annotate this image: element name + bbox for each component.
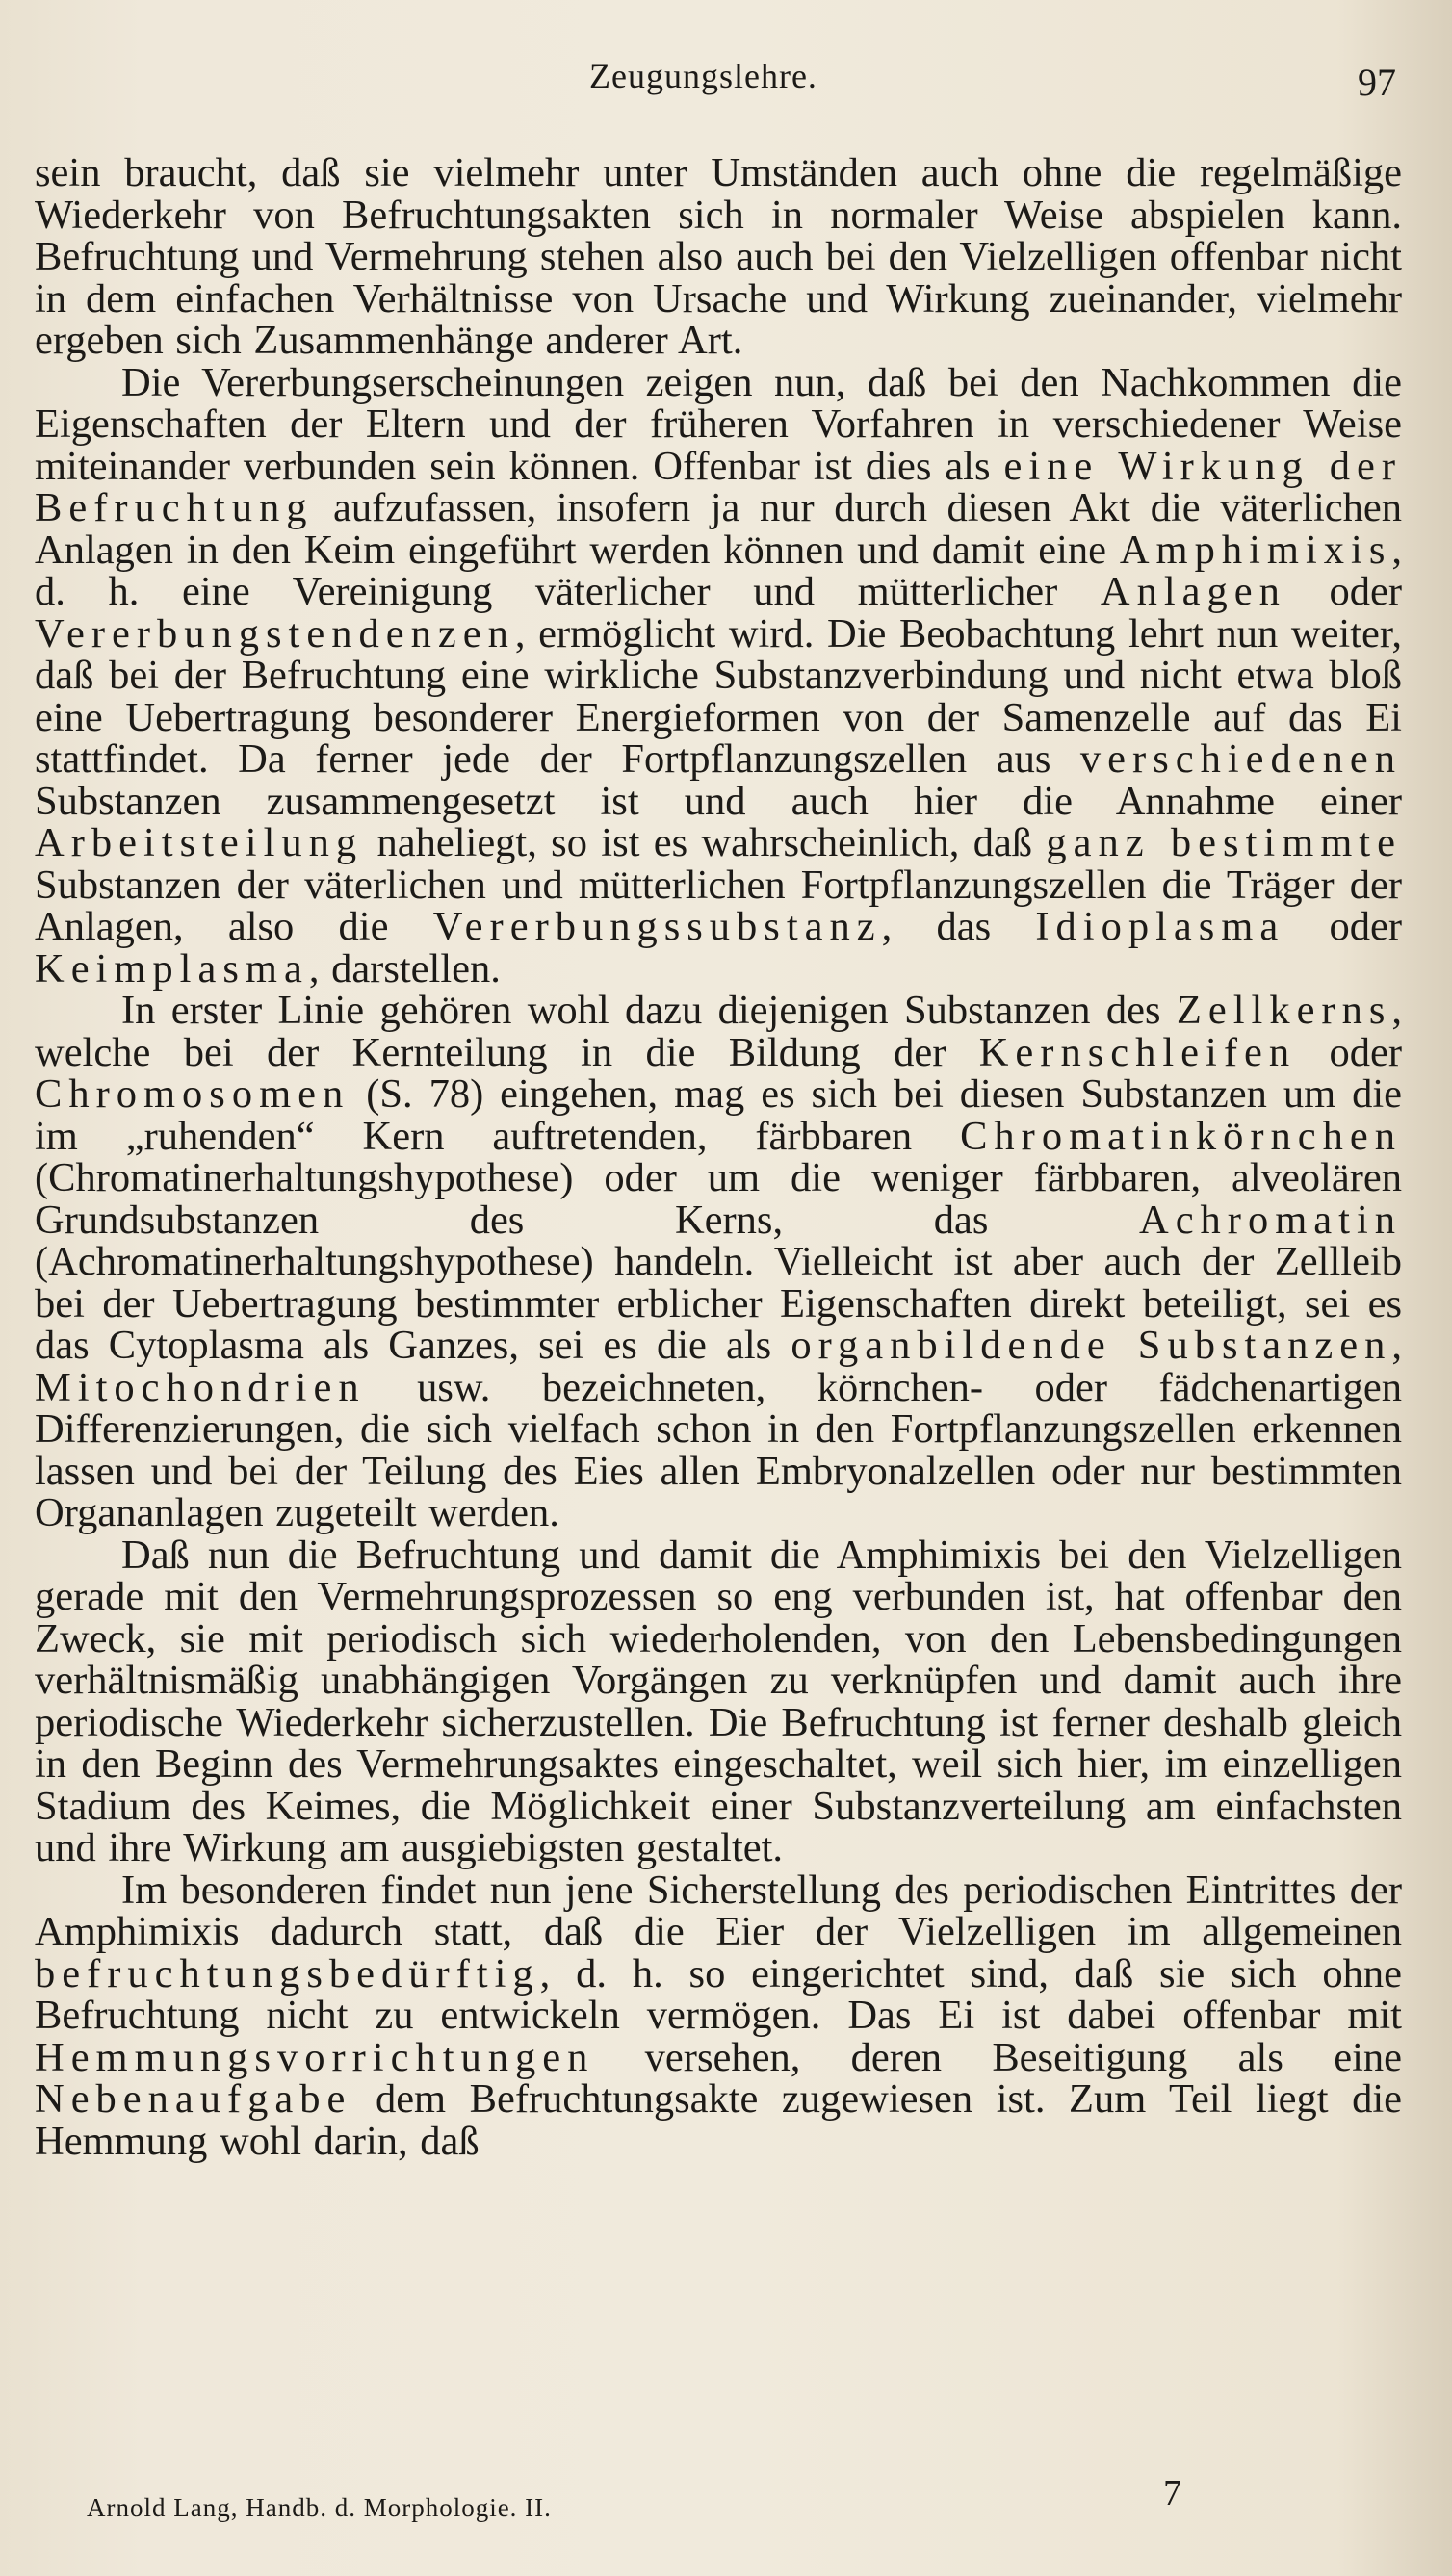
spaced-emphasis: befruchtungsbedürftig	[35, 1950, 540, 1996]
text-run: , d. h. so eingerichtet sind, daß sie sich ohne Befruchtung nicht zu entwickeln vermögen. Das Ei ist dabei offenbar mit	[35, 1950, 1402, 2038]
spaced-emphasis: Achromatin	[1139, 1197, 1402, 1243]
text-run: In erster Linie gehören wohl dazu diejenigen Substanzen des	[121, 988, 1177, 1033]
spaced-emphasis: Chromosomen	[35, 1071, 350, 1117]
spaced-emphasis: Zellkerns	[1176, 988, 1392, 1033]
spaced-emphasis: Nebenaufgabe	[35, 2076, 352, 2122]
paragraph	[35, 359, 1402, 992]
spaced-emphasis: Hemmungsvorrichtungen	[35, 2034, 595, 2080]
spaced-emphasis: Idioplasma	[1035, 904, 1285, 949]
text-run: , darstellen.	[308, 945, 501, 992]
text-run: usw. bezeichneten, körnchen- oder fädchenartigen Differenzierungen, die sich vielfach schon in den Fortpflanzungszellen erkennen lassen und bei der Teilung des Eies allen Embryonalzellen oder nur bestimmten Organanlagen zugeteilt werden.	[35, 1364, 1402, 1535]
text-run: , d. h. eine Vereinigung väterlicher und mütterlicher	[35, 527, 1402, 614]
spaced-emphasis: ganz bestimmte	[1046, 820, 1402, 865]
text-run: ,	[1391, 1323, 1403, 1368]
text-run: aufzufassen, insofern ja nur durch diesen Akt die väterlichen Anlagen in den Keim eingeführt werden können und damit eine	[35, 485, 1402, 573]
text-run: Im besonderen findet nun jene Sicherstellung des periodischen Eintrittes der Amphimixis dadurch statt, daß die Eier der Vielzelligen im allgemeinen	[35, 1867, 1402, 1954]
text-run: , das	[881, 904, 1036, 949]
spaced-emphasis: Chromatinkörnchen	[960, 1113, 1402, 1159]
spaced-emphasis: Kernschleifen	[978, 1029, 1297, 1075]
spaced-emphasis: Vererbungstendenzen	[35, 610, 515, 657]
running-head	[0, 56, 1452, 114]
text-run: oder	[1284, 904, 1402, 949]
footer-reference: Arnold Lang, Handb. d. Morphologie. II.	[87, 2493, 552, 2522]
text-run: Substanzen der väterlichen und mütterlichen Fortpflanzungszellen die Träger der Anlagen, also die	[35, 862, 1402, 949]
spaced-emphasis: Vererbungssubstanz	[432, 904, 882, 949]
text-run: Substanzen zusammengesetzt ist und auch hier die Annahme einer	[35, 778, 1402, 824]
page-number: 97	[1358, 61, 1396, 104]
paragraph	[35, 990, 1402, 1534]
text-run: versehen, deren Beseitigung als eine	[594, 2034, 1402, 2080]
page-title: Zeugungslehre.	[589, 57, 817, 95]
text-run: naheliegt, so ist es wahrscheinlich, daß	[363, 820, 1047, 865]
spaced-emphasis: Amphimixis	[1119, 527, 1392, 573]
text-run: (Chromatinerhaltungshypothese) oder um die weniger färbbaren, alveolären Grundsubstanzen des Kerns, das	[35, 1155, 1402, 1243]
text-run: , welche bei der Kernteilung in die Bildung der	[35, 988, 1402, 1075]
spaced-emphasis: Mitochondrien	[35, 1364, 366, 1410]
text-run: sein braucht, daß sie vielmehr unter Umständen auch ohne die regelmäßige Wiederkehr von Befruchtungsakten sich in normaler Weise abspielen kann. Befruchtung und Vermehrung stehen also auch bei den Vielzelligen offenbar nicht in dem einfachen Verhältnisse von Ursache und Wirkung zueinander, vielmehr ergeben sich Zusammenhänge anderer Art.	[35, 150, 1402, 363]
paragraph	[35, 1869, 1402, 2163]
text-run: oder	[1285, 569, 1402, 614]
spaced-emphasis: organbildende Substanzen	[791, 1323, 1392, 1368]
spaced-emphasis: Arbeitsteilung	[35, 820, 364, 865]
spaced-emphasis: Keimplasma	[35, 945, 309, 992]
paragraph	[35, 152, 1402, 362]
text-run: dem Befruchtungsakte zugewiesen ist. Zum Teil liegt die Hemmung wohl darin, daß	[35, 2076, 1402, 2164]
text-run: Die Vererbungserscheinungen zeigen nun, daß bei den Nachkommen die Eigenschaften der Eltern und der früheren Vorfahren in verschiedener Weise miteinander verbunden sein können. Offenbar ist dies als	[35, 359, 1402, 489]
text-run: oder	[1296, 1029, 1402, 1075]
paragraph	[35, 1534, 1402, 1869]
spaced-emphasis: verschiedenen	[1079, 736, 1402, 782]
text-run: , ermöglicht wird. Die Beobachtung lehrt nun weiter, daß bei der Befruchtung eine wirkliche Substanzverbindung und nicht etwa bloß eine Uebertragung besonderer Energieformen von der Samenzelle auf das Ei stattfindet. Da ferner jede der Fortpflanzungszellen aus	[35, 610, 1402, 782]
spaced-emphasis: eine Wirkung der Befruchtung	[35, 443, 1402, 530]
text-run: (Achromatinerhaltungshypothese) handeln. Vielleicht ist aber auch der Zellleib bei der Uebertragung bestimmter erblicher Eigenschaften direkt beteiligt, sei es das Cytoplasma als Ganzes, sei es die als	[35, 1239, 1402, 1368]
text-run: Daß nun die Befruchtung und damit die Amphimixis bei den Vielzelligen gerade mit den Vermehrungsprozessen so eng verbunden ist, hat offenbar den Zweck, sie mit periodisch sich wiederholenden, von den Lebensbedingungen verhältnismäßig unabhängigen Vorgängen zu verknüpfen und damit auch ihre periodische Wiederkehr sicherzustellen. Die Befruchtung ist ferner deshalb gleich in den Beginn des Vermehrungsaktes eingeschaltet, weil sich hier, im einzelligen Stadium des Keimes, die Möglichkeit einer Substanzverteilung am einfachsten und ihre Wirkung am ausgiebigsten gestaltet.	[35, 1532, 1402, 1870]
body-text	[35, 152, 1402, 2162]
signature-mark: 7	[1163, 2473, 1181, 2513]
page-footer	[0, 2473, 1452, 2541]
spaced-emphasis: Anlagen	[1100, 569, 1286, 614]
text-run: (S. 78) eingehen, mag es sich bei diesen Substanzen um die im „ruhenden“ Kern auftretenden, färbbaren	[35, 1071, 1402, 1159]
